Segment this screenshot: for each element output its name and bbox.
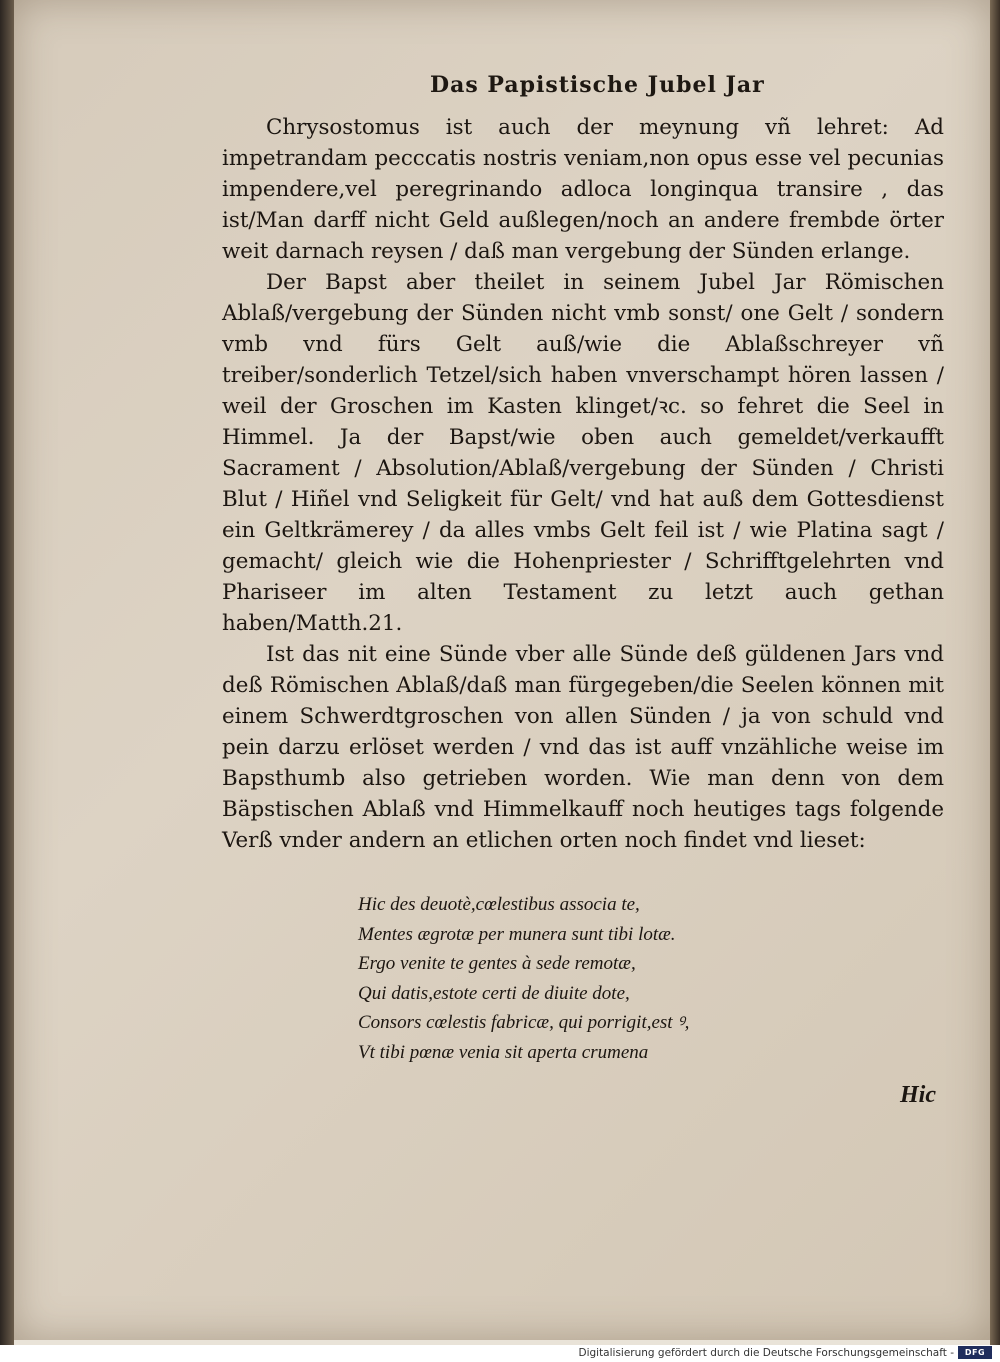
verse-line: Consors cœlestis fabricæ, qui porrigit,est ꝰ, [358,1012,690,1033]
latin-verse-block [358,890,958,1067]
verse-line: Qui datis,estote certi de diuite dote, [358,982,630,1004]
verse-line: Hic des deuotè,cœlestibus associa te, [358,894,640,915]
catchword: Hic [900,1082,936,1108]
running-head: Das Papistische Jubel Jar [430,72,765,98]
body-text [222,112,944,856]
verse-line: Ergo venite te gentes à sede remotæ, [358,953,636,974]
scan-border-right [990,0,1000,1345]
paragraph-3: Ist das nit eine Sünde vber alle Sünde deß güldenen Jars vnd deß Römischen Ablaß/daß man fürgegeben/die Seelen können mit einem Schwerdtgroschen von allen Sünden / ja von schuld vnd pein darzu erlöset werden / vnd das ist auff vnzähliche weise im Bapsthumb also getrieben worden. Wie man denn von dem Bäpstischen Ablaß vnd Himmelkauff noch heutiges tags folgende Verß vnder andern an etlichen orten noch findet vnd lieset: [222,642,944,853]
paragraph-2: Der Bapst aber theilet in seinem Jubel Jar Römischen Ablaß/vergebung der Sünden nicht vmb sonst/ one Gelt / sondern vmb vnd fürs Gelt auß/wie die Ablaßschreyer vñ treiber/sonderlich Tetzel/sich haben vnverschampt hören lassen / weil der Groschen im Kasten klinget/ꝛc. so fehret die Seel in Himmel. Ja der Bapst/wie oben auch gemeldet/verkaufft Sacrament / Absolution/Ablaß/vergebung der Sünden / Christi Blut / Hiñel vnd Seligkeit für Gelt/ vnd hat auß dem Gottesdienst ein Geltkrämerey / da alles vmbs Gelt feil ist / wie Platina sagt / gemacht/ gleich wie die Hohenpriester / Schrifftgelehrten vnd Phariseer im alten Testament zu letzt auch gethan haben/Matth.21. [222,270,944,636]
scan-border-left [0,0,14,1345]
dfg-logo-icon: DFG [958,1346,992,1359]
paragraph-1: Chrysostomus ist auch der meynung vñ lehret: Ad impetrandam pecccatis nostris veniam,non opus esse vel pecunias impendere,vel peregrinando adloca longinqua transire , das ist/Man darff nicht Geld außlegen/noch an andere frembde örter weit darnach reysen / daß man vergebung der Sünden erlange. [222,115,944,264]
verse-line: Vt tibi pœnæ venia sit aperta crumena [358,1041,649,1063]
verse-line: Mentes ægrotæ per munera sunt tibi lotæ. [358,923,676,945]
footer-credit: Digitalisierung gefördert durch die Deutsche Forschungsgemeinschaft - [578,1347,954,1359]
